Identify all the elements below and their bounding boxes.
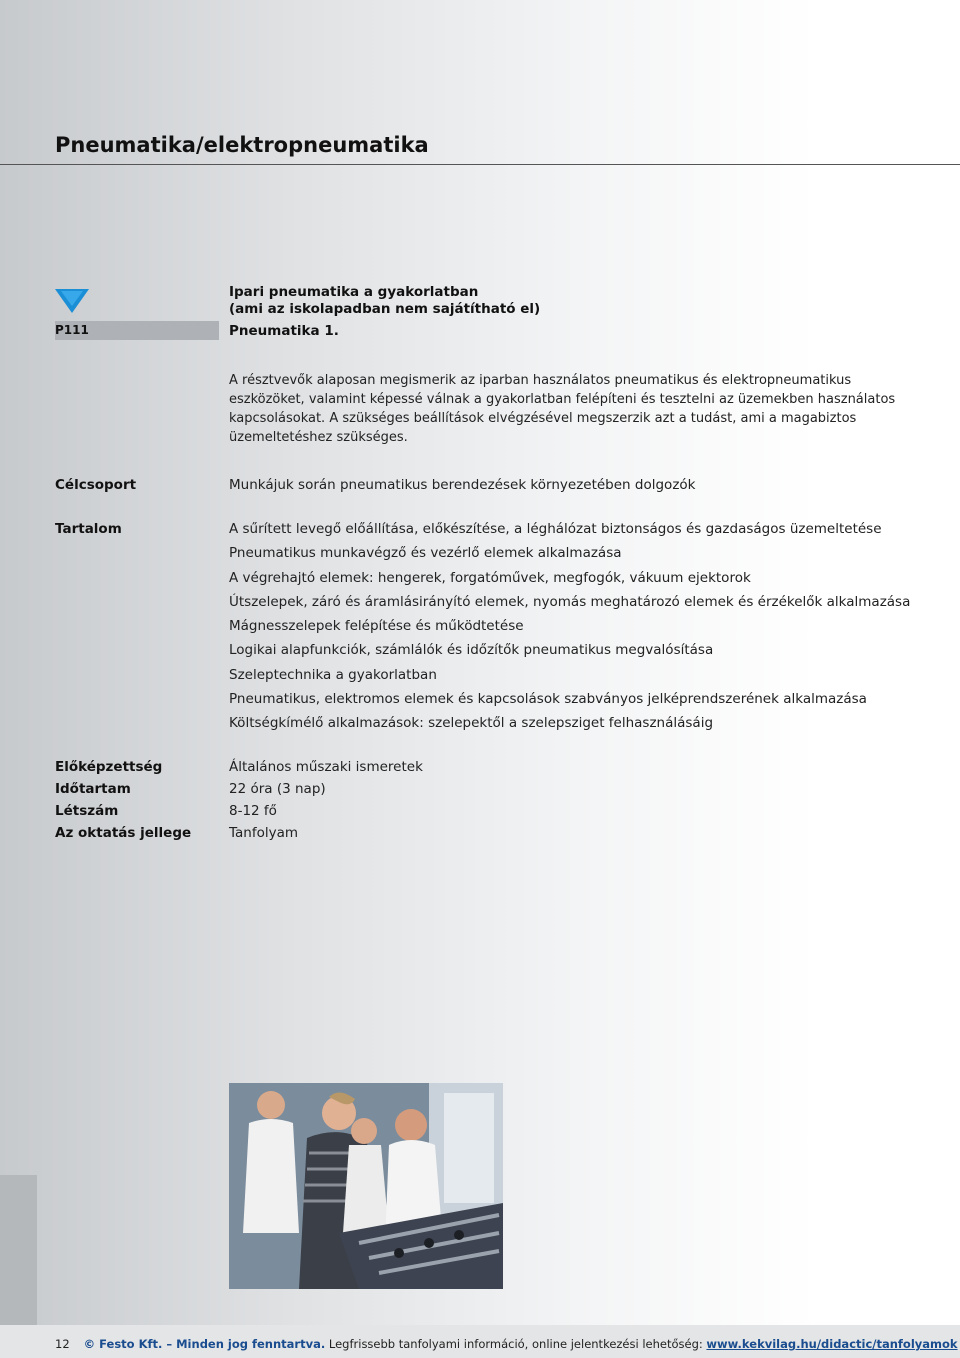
list-item: A sűrített levegő előállítása, előkészítése, a léghálózat biztonságos és gazdaságos üzemeltetése	[229, 521, 882, 537]
duration-value: 22 óra (3 nap)	[229, 781, 326, 797]
list-item: Pneumatikus munkavégző és vezérlő elemek alkalmazása	[229, 545, 622, 562]
target-label: Célcsoport	[55, 477, 137, 493]
content-label: Tartalom	[55, 521, 122, 537]
prerequisite-label: Előképzettség	[55, 759, 163, 775]
footer-link[interactable]: www.kekvilag.hu/didactic/tanfolyamok	[706, 1337, 958, 1351]
course-heading-line1: Ipari pneumatika a gyakorlatban	[229, 284, 479, 300]
course-heading-line2: (ami az iskolapadban nem sajátítható el)	[229, 301, 541, 317]
training-photo-illustration	[229, 1083, 503, 1289]
triangle-marker-highlight-icon	[61, 291, 83, 306]
left-margin-strip	[0, 1175, 37, 1325]
list-item: Költségkímélő alkalmazások: szelepektől a szelepsziget felhasználásáig	[229, 715, 714, 732]
prerequisite-value: Általános műszaki ismeretek	[229, 759, 423, 775]
list-item: Logikai alapfunkciók, számlálók és időzítők pneumatikus megvalósítása	[229, 642, 714, 659]
list-item: Útszelepek, záró és áramlásirányító elemek, nyomás meghatározó elemek és érzékelők alkalmazása	[229, 593, 911, 610]
footer	[55, 1337, 958, 1351]
list-item: Szeleptechnika a gyakorlatban	[229, 666, 437, 683]
list-item: Pneumatikus, elektromos elemek és kapcsolások szabványos jelképrendszerének alkalmazása	[229, 691, 867, 708]
title-divider	[0, 164, 960, 165]
page-title: Pneumatika/elektropneumatika	[55, 133, 429, 157]
headcount-label: Létszám	[55, 803, 119, 819]
format-label: Az oktatás jellege	[55, 825, 192, 841]
headcount-value: 8-12 fő	[229, 803, 277, 819]
training-photo	[229, 1083, 503, 1289]
course-intro: A résztvevők alaposan megismerik az iparban használatos pneumatikus és elektropneumatikus eszközöket, valamint képessé válnak a gyakorlatban felépíteni és tesztelni az üzemekben használatos kapcsolásokat. A szükséges beállítások elvégzésével megszerzik azt a tudást, ami a magabiztos üzemeltetéshez szükséges.	[229, 373, 896, 445]
list-item: Mágnesszelepek felépítése és működtetése	[229, 618, 524, 635]
footer-text: Legfrissebb tanfolyami információ, online jelentkezési lehetőség:	[325, 1337, 707, 1351]
course-heading-line3: Pneumatika 1.	[229, 323, 339, 339]
course-code: P111	[55, 323, 89, 337]
duration-label: Időtartam	[55, 781, 131, 797]
footer-copyright: © Festo Kft. – Minden jog fenntartva.	[83, 1337, 326, 1351]
target-value: Munkájuk során pneumatikus berendezések környezetében dolgozók	[229, 477, 696, 493]
list-item: A végrehajtó elemek: hengerek, forgatóművek, megfogók, vákuum ejektorok	[229, 569, 751, 586]
format-value: Tanfolyam	[229, 825, 299, 841]
page-number: 12	[55, 1337, 70, 1351]
content-list	[229, 520, 910, 739]
